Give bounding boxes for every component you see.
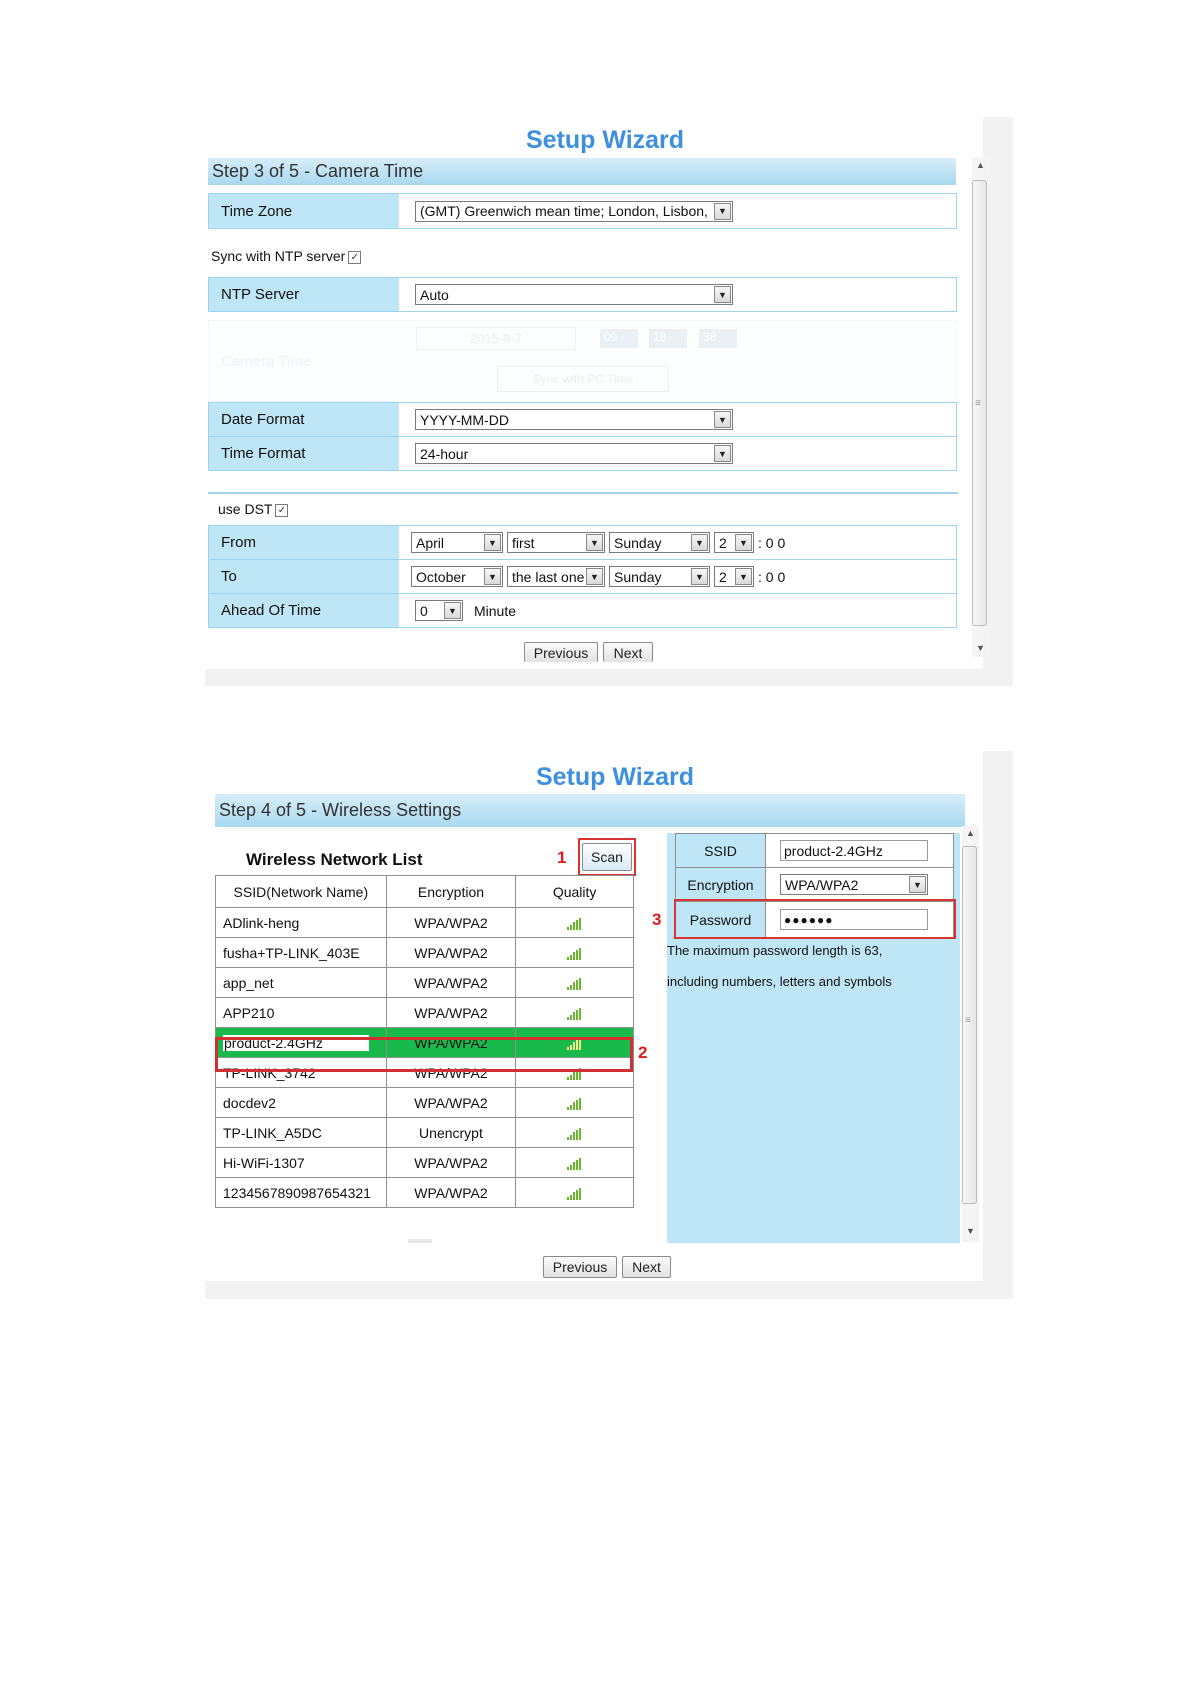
table-row[interactable]: [216, 1118, 634, 1148]
network-ssid-cell[interactable]: [216, 1148, 387, 1178]
wireless-list-title: Wireless Network List: [246, 850, 423, 869]
sync-ntp-checkbox[interactable]: ✓: [348, 251, 361, 264]
ahead-unit: Minute: [474, 602, 517, 619]
time-format-label: Time Format: [209, 437, 399, 470]
ssid-row: [675, 833, 954, 868]
time-zone-label: Time Zone: [209, 194, 399, 228]
encryption-label: Encryption: [676, 868, 766, 901]
password-note-line1: The maximum password length is 63,: [667, 943, 883, 958]
ahead-of-time-value: 0: [420, 602, 428, 619]
camera-second-select: [699, 329, 737, 348]
to-week-value: the last one: [512, 568, 585, 585]
date-format-row: [208, 402, 957, 437]
table-row[interactable]: [216, 908, 634, 938]
network-ssid: 1234567890987654321: [223, 1184, 371, 1201]
ssid-value: product-2.4GHz: [784, 842, 883, 859]
selected-row-highlight: [215, 1037, 633, 1072]
date-format-label: Date Format: [209, 403, 399, 436]
chevron-down-icon: ▼: [714, 203, 731, 220]
ntp-server-row: [208, 277, 957, 312]
step3-wizard-title: Setup Wizard: [525, 126, 685, 154]
column-header-encryption: Encryption: [386, 876, 516, 908]
step4-next-button[interactable]: Next: [622, 1256, 671, 1278]
table-header-row: [216, 876, 634, 908]
from-day-value: Sunday: [614, 534, 662, 551]
network-quality: [516, 998, 634, 1028]
network-quality: [516, 968, 634, 998]
chevron-down-icon: ▼: [714, 445, 731, 462]
time-zone-select[interactable]: [415, 201, 733, 222]
scroll-down-icon[interactable]: ▼: [966, 1226, 975, 1236]
network-ssid: APP210: [223, 1004, 275, 1021]
from-week-select[interactable]: [507, 532, 605, 553]
table-row[interactable]: [216, 1148, 634, 1178]
table-row[interactable]: [216, 938, 634, 968]
network-ssid-cell[interactable]: [216, 1088, 387, 1118]
network-ssid: TP-LINK_A5DC: [223, 1124, 322, 1141]
signal-strength-icon: [567, 948, 583, 960]
camera-date-value: 2015-8-7: [469, 331, 523, 346]
scroll-grip-icon: ≡: [965, 1015, 971, 1026]
ahead-of-time-row: [208, 593, 957, 628]
to-month-select[interactable]: [411, 566, 503, 587]
chevron-down-icon: ▼: [735, 568, 752, 585]
network-ssid-cell[interactable]: [216, 998, 387, 1028]
signal-strength-icon: [567, 1128, 583, 1140]
use-dst-row: [218, 501, 288, 517]
use-dst-label: use DST: [218, 501, 273, 517]
network-encryption: WPA/WPA2: [386, 998, 516, 1028]
ntp-server-value: Auto: [420, 286, 449, 303]
camera-minute-value: 18: [653, 330, 667, 344]
chevron-down-icon: ▼: [735, 534, 752, 551]
chevron-down-icon: ▼: [714, 286, 731, 303]
dst-from-row: [208, 525, 957, 560]
network-ssid: TP-LINK_3742: [223, 1064, 316, 1081]
network-quality: [516, 938, 634, 968]
chevron-down-icon: ▼: [909, 876, 926, 893]
chevron-down-icon: ▼: [586, 568, 603, 585]
time-format-row: [208, 436, 957, 471]
network-ssid-cell[interactable]: [216, 908, 387, 938]
signal-strength-icon: [567, 1188, 583, 1200]
scroll-grip-icon: ≡: [975, 398, 981, 409]
network-ssid-cell[interactable]: [216, 1178, 387, 1208]
chevron-down-icon: ▼: [691, 568, 708, 585]
ahead-of-time-label: Ahead Of Time: [209, 594, 399, 627]
chevron-down-icon: ▼: [484, 568, 501, 585]
ntp-server-select[interactable]: [415, 284, 733, 305]
signal-strength-icon: [567, 1158, 583, 1170]
encryption-value: WPA/WPA2: [785, 876, 859, 893]
table-row[interactable]: [216, 968, 634, 998]
use-dst-checkbox[interactable]: ✓: [275, 504, 288, 517]
network-encryption: WPA/WPA2: [386, 938, 516, 968]
network-encryption: WPA/WPA2: [386, 968, 516, 998]
network-quality: [516, 1178, 634, 1208]
camera-time-row: [208, 320, 957, 402]
table-scroll-stub: [408, 1239, 432, 1243]
step4-previous-button[interactable]: Previous: [543, 1256, 617, 1278]
signal-strength-icon: [567, 918, 583, 930]
time-format-value: 24-hour: [420, 445, 469, 462]
step3-next-button[interactable]: Next: [603, 642, 653, 662]
network-ssid-cell[interactable]: [216, 1118, 387, 1148]
network-encryption: Unencrypt: [386, 1118, 516, 1148]
password-highlight: [674, 899, 956, 939]
network-ssid-cell[interactable]: [216, 938, 387, 968]
camera-date-input: [416, 327, 576, 350]
time-format-select[interactable]: [415, 443, 733, 464]
chevron-down-icon: ▼: [714, 411, 731, 428]
column-header-quality: Quality: [516, 876, 634, 908]
signal-strength-icon: [567, 1008, 583, 1020]
network-encryption: WPA/WPA2: [386, 1088, 516, 1118]
scroll-down-icon[interactable]: ▼: [976, 643, 985, 653]
scroll-up-icon[interactable]: ▲: [976, 160, 985, 170]
step3-previous-button[interactable]: Previous: [524, 642, 598, 662]
ssid-input[interactable]: [780, 840, 928, 861]
from-hour-value: 2: [719, 534, 727, 551]
to-day-value: Sunday: [614, 568, 662, 585]
from-month-value: April: [416, 534, 445, 551]
marker-2: 2: [638, 1043, 648, 1062]
marker-3: 3: [652, 910, 662, 929]
signal-strength-icon: [567, 1098, 583, 1110]
to-hour-value: 2: [719, 568, 727, 585]
network-quality: [516, 908, 634, 938]
network-quality: [516, 1148, 634, 1178]
step4-step-bar: Step 4 of 5 - Wireless Settings: [215, 794, 965, 827]
from-hour-select[interactable]: [714, 532, 754, 553]
time-zone-row: [208, 193, 957, 229]
network-ssid: Hi-WiFi-1307: [223, 1154, 305, 1171]
password-label: Password: [676, 902, 766, 937]
network-encryption: WPA/WPA2: [386, 1058, 516, 1088]
table-row[interactable]: [216, 1178, 634, 1208]
date-format-select[interactable]: [415, 409, 733, 430]
network-encryption: WPA/WPA2: [386, 1148, 516, 1178]
scroll-up-icon[interactable]: ▲: [966, 828, 975, 838]
from-minute-suffix: : 0 0: [758, 534, 786, 551]
sync-pc-time-button: Sync with PC Time: [497, 366, 669, 392]
to-month-value: October: [416, 568, 466, 585]
sync-ntp-row: [211, 248, 361, 264]
step4-wizard-title: Setup Wizard: [535, 763, 695, 791]
chevron-down-icon: ▼: [586, 534, 603, 551]
dst-to-row: [208, 559, 957, 594]
ahead-of-time-select[interactable]: [415, 600, 463, 621]
ssid-label: SSID: [676, 834, 766, 867]
password-value: ●●●●●●: [784, 912, 834, 927]
time-zone-value: (GMT) Greenwich mean time; London, Lisbon,: [420, 203, 708, 219]
chevron-down-icon: ▼: [484, 534, 501, 551]
to-minute-suffix: : 0 0: [758, 568, 786, 585]
chevron-down-icon: ▼: [691, 534, 708, 551]
encryption-select[interactable]: [780, 874, 928, 895]
from-month-select[interactable]: [411, 532, 503, 553]
network-ssid: docdev2: [223, 1094, 276, 1111]
from-day-select[interactable]: [609, 532, 710, 553]
network-ssid-cell[interactable]: [216, 968, 387, 998]
network-ssid: app_net: [223, 974, 274, 991]
column-header-ssid: SSID(Network Name): [216, 876, 387, 908]
camera-time-label: Camera Time: [221, 353, 312, 370]
dst-divider: [208, 492, 958, 494]
scan-button[interactable]: Scan: [582, 843, 632, 871]
dst-to-label: To: [209, 560, 399, 593]
encryption-row: [675, 867, 954, 902]
step3-step-bar: Step 3 of 5 - Camera Time: [208, 158, 956, 185]
network-quality: [516, 1088, 634, 1118]
network-quality: [516, 1118, 634, 1148]
date-format-value: YYYY-MM-DD: [420, 411, 509, 428]
password-note-line2: including numbers, letters and symbols: [667, 974, 892, 989]
sync-ntp-label: Sync with NTP server: [211, 248, 346, 264]
dst-from-label: From: [209, 526, 399, 559]
network-ssid: ADlink-heng: [223, 914, 300, 931]
to-week-select[interactable]: [507, 566, 605, 587]
network-encryption: WPA/WPA2: [386, 1028, 516, 1058]
camera-minute-select: [649, 329, 687, 348]
signal-strength-icon: [567, 978, 583, 990]
table-row[interactable]: [216, 998, 634, 1028]
ntp-server-label: NTP Server: [209, 278, 399, 311]
network-ssid: product-2.4GHz: [223, 1035, 369, 1051]
camera-hour-select: [600, 329, 638, 348]
from-week-value: first: [512, 534, 535, 551]
network-encryption: WPA/WPA2: [386, 1178, 516, 1208]
camera-second-value: 38: [703, 330, 717, 344]
table-row[interactable]: [216, 1088, 634, 1118]
marker-1: 1: [557, 848, 567, 867]
camera-hour-value: 09: [604, 330, 618, 344]
to-day-select[interactable]: [609, 566, 710, 587]
to-hour-select[interactable]: [714, 566, 754, 587]
network-encryption: WPA/WPA2: [386, 908, 516, 938]
network-ssid: fusha+TP-LINK_403E: [223, 944, 360, 961]
chevron-down-icon: ▼: [444, 602, 461, 619]
